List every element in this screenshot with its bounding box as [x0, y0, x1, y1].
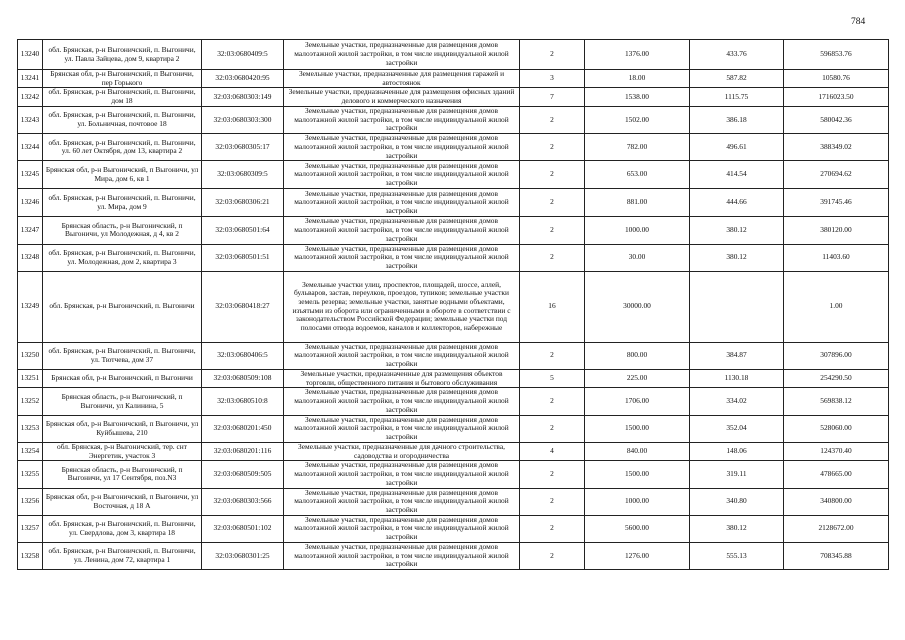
- cadastral-number-cell: 32:03:0680501:64: [202, 217, 284, 244]
- area-cell: 782.00: [585, 134, 690, 161]
- cadastral-value-cell: 340800.00: [784, 488, 889, 515]
- cadastral-value-cell: 11403.60: [784, 244, 889, 271]
- specific-value-cell: 1115.75: [690, 88, 784, 106]
- cadastral-value-cell: 307896.00: [784, 342, 889, 369]
- address-cell: обл. Брянская, р-н Выгоничский, тер. снт Энергетик, участок 3: [43, 442, 202, 460]
- address-cell: обл. Брянская, р-н Выгоничский, п. Выгоничи, ул. Павла Зайцева, дом 9, квартира 2: [43, 40, 202, 70]
- specific-value-cell: 555.13: [690, 542, 784, 569]
- area-cell: 30000.00: [585, 271, 690, 342]
- row-number: 13257: [18, 515, 43, 542]
- table-row: [18, 189, 889, 217]
- table-row: [18, 388, 889, 415]
- land-use-group-code-cell: 4: [520, 442, 585, 460]
- cadastral-value-cell: 254290.50: [784, 369, 889, 387]
- cadastral-value-cell: 124370.40: [784, 442, 889, 460]
- land-use-group-code-cell: 2: [520, 542, 585, 569]
- row-number: 13240: [18, 40, 43, 70]
- page-number: 784: [851, 17, 866, 27]
- land-use-description-cell: Земельные участки, предназначенные для размещения домов малоэтажной жилой застройки, в том числе индивидуальной жилой застройки: [284, 515, 520, 542]
- row-number: 13258: [18, 542, 43, 569]
- cadastral-value-cell: 391745.46: [784, 189, 889, 217]
- land-use-description-cell: Земельные участки, предназначенные для размещения домов малоэтажной жилой застройки, в том числе индивидуальной жилой застройки: [284, 106, 520, 133]
- land-use-description-cell: Земельные участки, предназначенные для размещения домов малоэтажной жилой застройки, в том числе индивидуальной жилой застройки: [284, 415, 520, 442]
- cadastral-value-cell: 580042.36: [784, 106, 889, 133]
- row-number: 13244: [18, 134, 43, 161]
- cadastral-number-cell: 32:03:0680303:149: [202, 88, 284, 106]
- cadastral-number-cell: 32:03:0680201:450: [202, 415, 284, 442]
- address-cell: обл. Брянская, р-н Выгоничский, п. Выгоничи, ул. Молодежная, дом 2, квартира 3: [43, 244, 202, 271]
- specific-value-cell: 340.80: [690, 488, 784, 515]
- specific-value-cell: 334.02: [690, 388, 784, 415]
- specific-value-cell: 148.06: [690, 442, 784, 460]
- land-use-group-code-cell: 2: [520, 40, 585, 70]
- address-cell: обл. Брянская, р-н Выгоничский, п. Выгоничи, ул. Мира, дом 9: [43, 189, 202, 217]
- cadastral-number-cell: 32:03:0680305:17: [202, 134, 284, 161]
- land-use-group-code-cell: 2: [520, 388, 585, 415]
- address-cell: Брянская обл, р-н Выгоничский, п Выгоничи, ул Куйбышева, 210: [43, 415, 202, 442]
- row-number: 13252: [18, 388, 43, 415]
- land-use-description-cell: Земельные участки, предназначенные для дачного строительства, садоводства и огородничества: [284, 442, 520, 460]
- cadastral-number-cell: 32:03:0680509:108: [202, 369, 284, 387]
- area-cell: 840.00: [585, 442, 690, 460]
- cadastral-value-cell: 10580.76: [784, 70, 889, 88]
- area-cell: 5600.00: [585, 515, 690, 542]
- land-use-description-cell: Земельные участки, предназначенные для размещения домов малоэтажной жилой застройки, в том числе индивидуальной жилой застройки: [284, 388, 520, 415]
- specific-value-cell: 384.87: [690, 342, 784, 369]
- table-row: [18, 161, 889, 189]
- land-use-group-code-cell: 2: [520, 415, 585, 442]
- cadastral-number-cell: 32:03:0680501:102: [202, 515, 284, 542]
- cadastral-value-cell: 380120.00: [784, 217, 889, 244]
- table-row: [18, 217, 889, 244]
- address-cell: Брянская область, р-н Выгоничский, п Выгоничи, ул Молодежная, д 4, кв 2: [43, 217, 202, 244]
- cadastral-number-cell: 32:03:0680409:5: [202, 40, 284, 70]
- area-cell: 18.00: [585, 70, 690, 88]
- row-number: 13251: [18, 369, 43, 387]
- table-row: [18, 244, 889, 271]
- land-use-group-code-cell: 2: [520, 134, 585, 161]
- land-use-group-code-cell: 2: [520, 342, 585, 369]
- area-cell: 1376.00: [585, 40, 690, 70]
- address-cell: обл. Брянская, р-н Выгоничский, п. Выгоничи: [43, 271, 202, 342]
- area-cell: 653.00: [585, 161, 690, 189]
- cadastral-number-cell: 32:03:0680509:505: [202, 461, 284, 488]
- land-use-group-code-cell: 5: [520, 369, 585, 387]
- specific-value-cell: 587.82: [690, 70, 784, 88]
- cadastral-value-cell: 708345.88: [784, 542, 889, 569]
- area-cell: 1538.00: [585, 88, 690, 106]
- area-cell: 1276.00: [585, 542, 690, 569]
- land-use-description-cell: Земельные участки, предназначенные для размещения домов малоэтажной жилой застройки, в том числе индивидуальной жилой застройки: [284, 244, 520, 271]
- row-number: 13248: [18, 244, 43, 271]
- land-use-group-code-cell: 2: [520, 515, 585, 542]
- specific-value-cell: 380.12: [690, 217, 784, 244]
- table-row: [18, 461, 889, 488]
- cadastral-value-cell: 528060.00: [784, 415, 889, 442]
- land-use-group-code-cell: 7: [520, 88, 585, 106]
- land-use-description-cell: Земельные участки, предназначенные для размещения домов малоэтажной жилой застройки, в том числе индивидуальной жилой застройки: [284, 217, 520, 244]
- cadastral-number-cell: 32:03:0680510:8: [202, 388, 284, 415]
- cadastral-number-cell: 32:03:0680201:116: [202, 442, 284, 460]
- area-cell: 800.00: [585, 342, 690, 369]
- row-number: 13255: [18, 461, 43, 488]
- specific-value-cell: 433.76: [690, 40, 784, 70]
- specific-value-cell: 386.18: [690, 106, 784, 133]
- specific-value-cell: 1130.18: [690, 369, 784, 387]
- cadastral-number-cell: 32:03:0680406:5: [202, 342, 284, 369]
- table-row: [18, 542, 889, 569]
- address-cell: обл. Брянская, р-н Выгоничский, п. Выгоничи, ул. 60 лет Октября, дом 13, квартира 2: [43, 134, 202, 161]
- row-number: 13247: [18, 217, 43, 244]
- land-use-description-cell: Земельные участки, предназначенные для размещения домов малоэтажной жилой застройки, в том числе индивидуальной жилой застройки: [284, 461, 520, 488]
- area-cell: 1500.00: [585, 415, 690, 442]
- cadastral-number-cell: 32:03:0680309:5: [202, 161, 284, 189]
- table-row: [18, 106, 889, 133]
- cadastral-value-cell: 270694.62: [784, 161, 889, 189]
- cadastral-number-cell: 32:03:0680501:51: [202, 244, 284, 271]
- area-cell: 1000.00: [585, 488, 690, 515]
- specific-value-cell: 319.11: [690, 461, 784, 488]
- specific-value-cell: 380.12: [690, 515, 784, 542]
- row-number: 13250: [18, 342, 43, 369]
- cadastral-value-cell: 388349.02: [784, 134, 889, 161]
- land-use-description-cell: Земельные участки, предназначенные для размещения домов малоэтажной жилой застройки, в том числе индивидуальной жилой застройки: [284, 40, 520, 70]
- land-use-description-cell: Земельные участки, предназначенные для размещения домов малоэтажной жилой застройки, в том числе индивидуальной жилой застройки: [284, 342, 520, 369]
- area-cell: 1502.00: [585, 106, 690, 133]
- address-cell: обл. Брянская, р-н Выгоничский, п. Выгоничи, ул. Больничная, почтовое 18: [43, 106, 202, 133]
- cadastral-value-cell: 1716023.50: [784, 88, 889, 106]
- cadastral-value-cell: 569838.12: [784, 388, 889, 415]
- land-use-description-cell: Земельные участки, предназначенные для размещения офисных зданий делового и коммерческого назначения: [284, 88, 520, 106]
- specific-value-cell: 352.04: [690, 415, 784, 442]
- land-use-description-cell: Земельные участки, предназначенные для размещения домов малоэтажной жилой застройки, в том числе индивидуальной жилой застройки: [284, 189, 520, 217]
- area-cell: 30.00: [585, 244, 690, 271]
- row-number: 13254: [18, 442, 43, 460]
- row-number: 13245: [18, 161, 43, 189]
- address-cell: Брянская обл, р-н Выгоничский, п Выгоничи: [43, 369, 202, 387]
- cadastral-number-cell: 32:03:0680303:300: [202, 106, 284, 133]
- address-cell: обл. Брянская, р-н Выгоничский, п. Выгоничи, ул. Тютчева, дом 37: [43, 342, 202, 369]
- row-number: 13241: [18, 70, 43, 88]
- table-row: [18, 488, 889, 515]
- cadastral-number-cell: 32:03:0680303:566: [202, 488, 284, 515]
- table-body: [18, 40, 889, 570]
- area-cell: 225.00: [585, 369, 690, 387]
- cadastral-number-cell: 32:03:0680306:21: [202, 189, 284, 217]
- table-row: [18, 442, 889, 460]
- area-cell: 1706.00: [585, 388, 690, 415]
- land-use-description-cell: Земельные участки, предназначенные для размещения домов малоэтажной жилой застройки, в том числе индивидуальной жилой застройки: [284, 542, 520, 569]
- address-cell: обл. Брянская, р-н Выгоничский, п. Выгоничи, дом 18: [43, 88, 202, 106]
- area-cell: 1000.00: [585, 217, 690, 244]
- table-row: [18, 40, 889, 70]
- cadastral-value-cell: 1.00: [784, 271, 889, 342]
- land-use-group-code-cell: 2: [520, 488, 585, 515]
- address-cell: Брянская обл, р-н Выгоничский, п Выгоничи, ул Восточная, д 18 А: [43, 488, 202, 515]
- land-use-group-code-cell: 2: [520, 106, 585, 133]
- cadastral-value-table: [17, 39, 889, 570]
- table-row: [18, 415, 889, 442]
- land-use-description-cell: Земельные участки, предназначенные для размещения домов малоэтажной жилой застройки, в том числе индивидуальной жилой застройки: [284, 488, 520, 515]
- land-use-description-cell: Земельные участки, предназначенные для размещения гаражей и автостоянок: [284, 70, 520, 88]
- land-use-group-code-cell: 2: [520, 161, 585, 189]
- cadastral-number-cell: 32:03:0680420:95: [202, 70, 284, 88]
- cadastral-value-cell: 596853.76: [784, 40, 889, 70]
- cadastral-value-cell: 478665.00: [784, 461, 889, 488]
- land-use-description-cell: Земельные участки, предназначенные для размещения объектов торговли, общественного питания и бытового обслуживания: [284, 369, 520, 387]
- land-use-group-code-cell: 16: [520, 271, 585, 342]
- address-cell: обл. Брянская, р-н Выгоничский, п. Выгоничи, ул. Ленина, дом 72, квартира 1: [43, 542, 202, 569]
- table-row: [18, 271, 889, 342]
- row-number: 13243: [18, 106, 43, 133]
- land-use-group-code-cell: 2: [520, 217, 585, 244]
- address-cell: Брянская область, р-н Выгоничский, п Выгоничи, ул Калинина, 5: [43, 388, 202, 415]
- cadastral-value-cell: 2128672.00: [784, 515, 889, 542]
- row-number: 13253: [18, 415, 43, 442]
- specific-value-cell: 414.54: [690, 161, 784, 189]
- address-cell: Брянская обл, р-н Выгоничский, п Выгоничи, пер Горького: [43, 70, 202, 88]
- address-cell: Брянская обл, р-н Выгоничский, п Выгоничи, ул Мира, дом 6, кв 1: [43, 161, 202, 189]
- cadastral-number-cell: 32:03:0680418:27: [202, 271, 284, 342]
- land-use-group-code-cell: 2: [520, 189, 585, 217]
- table-row: [18, 342, 889, 369]
- row-number: 13246: [18, 189, 43, 217]
- specific-value-cell: 380.12: [690, 244, 784, 271]
- table-row: [18, 70, 889, 88]
- address-cell: обл. Брянская, р-н Выгоничский, п. Выгоничи, ул. Свердлова, дом 3, квартира 18: [43, 515, 202, 542]
- table-row: [18, 369, 889, 387]
- row-number: 13249: [18, 271, 43, 342]
- land-use-group-code-cell: 2: [520, 244, 585, 271]
- area-cell: 881.00: [585, 189, 690, 217]
- specific-value-cell: [690, 271, 784, 342]
- land-use-description-cell: Земельные участки, предназначенные для размещения домов малоэтажной жилой застройки, в том числе индивидуальной жилой застройки: [284, 134, 520, 161]
- table-row: [18, 134, 889, 161]
- land-use-description-cell: Земельные участки, предназначенные для размещения домов малоэтажной жилой застройки, в том числе индивидуальной жилой застройки: [284, 161, 520, 189]
- land-use-group-code-cell: 2: [520, 461, 585, 488]
- table-row: [18, 515, 889, 542]
- address-cell: Брянская область, р-н Выгоничский, п Выгоничи, ул 17 Сентября, поз.N3: [43, 461, 202, 488]
- land-use-description-cell: Земельные участки улиц, проспектов, площадей, шоссе, аллей, бульваров, застав, переулков, проездов, тупиков; земельные участки земель резерва; земельные участки, занятые водными объектами, изъятыми из оборота или ограниченными в обороте в соответствии с законодательством Российской Федерации; земельные участки под полосами отвода водоемов, каналов и коллекторов, набережные: [284, 271, 520, 342]
- specific-value-cell: 496.61: [690, 134, 784, 161]
- land-use-group-code-cell: 3: [520, 70, 585, 88]
- row-number: 13242: [18, 88, 43, 106]
- cadastral-number-cell: 32:03:0680301:25: [202, 542, 284, 569]
- specific-value-cell: 444.66: [690, 189, 784, 217]
- table-row: [18, 88, 889, 106]
- area-cell: 1500.00: [585, 461, 690, 488]
- row-number: 13256: [18, 488, 43, 515]
